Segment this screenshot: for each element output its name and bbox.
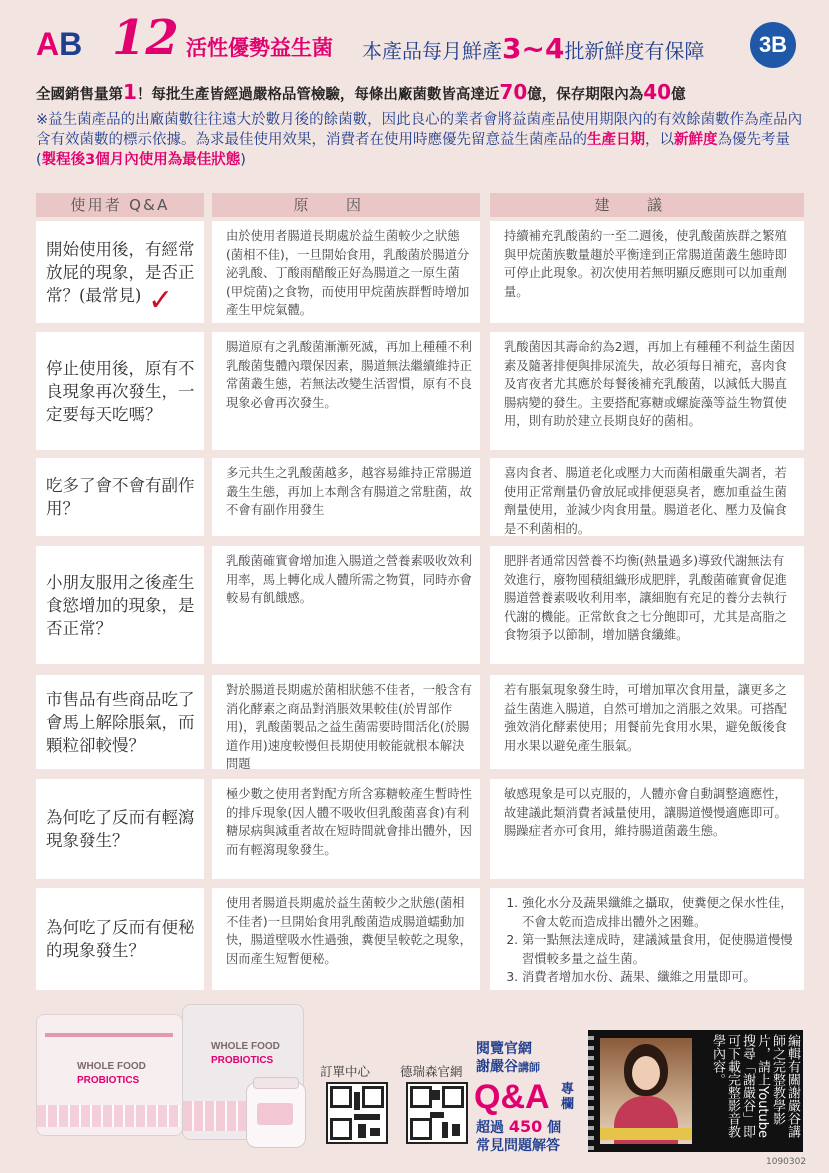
advice-2: 乳酸菌因其壽命約為2週，再加上有種種不利益生菌因素及隨著排便與排尿流失，故必須每日補充，喜肉食及宵夜者尤其應於每餐後補充乳酸菌，以減低大腸直腸病變的發生。主要搭配寡糖或螺旋藻等益生物質使用，則有助於建立長期良好的菌相。 <box>490 332 804 450</box>
reason-2: 腸道原有之乳酸菌漸漸死滅，再加上種種不利乳酸菌隻體內環保因素，腸道無法繼續維持正常菌叢生態，若無法改變生活習慣，原有不良現象必會再次發生。 <box>212 332 480 450</box>
product-brand-label: PROBIOTICS <box>77 1075 140 1086</box>
page-badge: 3B <box>750 22 796 68</box>
order-center-label: 訂單中心 <box>320 1064 371 1079</box>
reason-6: 極少數之使用者對配方所含寡糖較產生暫時性的排斥現象(因人體不吸收但乳酸菌喜食)有利糖尿病與減重者故在短時間就會排出體外，因而有輕瀉現象發生。 <box>212 779 480 879</box>
header-subtitle: 本產品每月鮮產3~4批新鮮度有保障 <box>362 32 705 65</box>
question-2: 停止使用後，原有不良現象再次發生，一定要每天吃嗎？ <box>36 332 204 450</box>
official-site-qr-code[interactable] <box>406 1082 468 1144</box>
question-6: 為何吃了反而有輕瀉現象發生？ <box>36 779 204 879</box>
product-jar <box>246 1082 306 1148</box>
question-4: 小朋友服用之後產生食慾增加的現象，是否正常？ <box>36 546 204 664</box>
advice-6: 敏感現象是可以克服的，人體亦會自動調整適應性，故建議此類消費者減量使用，讓腸道慢慢適應即可。腸躁症者亦可食用，維持腸道菌叢生態。 <box>490 779 804 879</box>
table-header-qa: 使用者 Q&A <box>36 193 204 217</box>
official-site-label: 德瑞森官網 <box>400 1064 463 1079</box>
table-header-reason: 原因 <box>212 193 480 217</box>
qa-column-label: 專欄 <box>561 1082 575 1112</box>
qa-count: 超過 450 個 常見問題解答 <box>476 1117 562 1154</box>
advice-7-item: 3. 消費者增加水份、蔬果、纖維之用量即可。 <box>522 968 796 987</box>
question-7: 為何吃了反而有便秘的現象發生？ <box>36 888 204 990</box>
reason-1: 由於使用者腸道長期處於益生菌較少之狀態(菌相不佳)，一旦開始食用，乳酸菌於腸道分泌乳酸、丁酸雨醋酸正好為腸道之一原生菌(甲烷菌)之食物，而使用甲烷菌族群暫時增加產生甲烷氣體。 <box>212 221 480 323</box>
document-code: 1090302 <box>766 1157 807 1167</box>
qa-title: Q&A <box>474 1078 550 1116</box>
reason-4: 乳酸菌確實會增加進入腸道之營養素吸收效利用率，馬上轉化成人體所需之物質，同時亦會較易有飢餓感。 <box>212 546 480 664</box>
advice-7-item: 2. 第一點無法達成時，建議減量食用，促使腸道慢慢習慣較多量之益生菌。 <box>522 931 796 968</box>
video-description: 編輯有關謝嚴谷講師之完整教學影片，請上Youtube搜尋「謝嚴谷」即可下載完整影音教學內容。 <box>710 1034 800 1138</box>
table-header-advice: 建議 <box>490 193 804 217</box>
product-brand-label: PROBIOTICS <box>211 1055 274 1066</box>
advice-7 <box>490 888 804 990</box>
page-header <box>36 10 806 68</box>
video-caption-bar <box>600 1128 692 1140</box>
reason-5: 對於腸道長期處於菌相狀態不佳者，一般含有消化酵素之商品對消脹效果較佳(於胃部作用)，乳酸菌製品之益生菌需要時間活化(於腸道作用)速度較慢但長期使用較能就根本解決問題 <box>212 675 480 769</box>
product-brand-label: WHOLE FOOD <box>77 1061 146 1072</box>
question-5: 市售品有些商品吃了會馬上解除脹氣，而顆粒卻較慢？ <box>36 675 204 769</box>
advice-3: 喜肉食者、腸道老化或壓力大而菌相嚴重失調者，若使用正常劑量仍會放屁或排便惡臭者，應加重益生菌劑量使用，並減少肉食用量。腸道老化、壓力及偏食是不利菌相的。 <box>490 458 804 536</box>
sales-statement: 全國銷售量第1！每批生產皆經過嚴格品管檢驗，每條出廠菌數皆高達近70億，保存期限內為40億 <box>36 80 686 104</box>
advice-7-item: 1. 強化水分及蔬果纖維之攝取，使糞便之保水性佳，不會太乾而造成排出體外之困難。 <box>522 894 796 931</box>
product-pouch-pink <box>36 1014 183 1136</box>
header-title: 活性優勢益生菌 <box>186 36 333 60</box>
check-mark-icon: ✓ <box>148 283 174 318</box>
qa-column-heading: 閱覽官網 謝嚴谷講師 <box>476 1041 540 1075</box>
order-qr-code[interactable] <box>326 1082 388 1144</box>
reason-7: 使用者腸道長期處於益生菌較少之狀態(菌相不佳者)一旦開始食用乳酸菌造成腸道蠕動加快，腸道壁吸水性過強，糞便呈較乾之現象，因而產生短暫便秘。 <box>212 888 480 990</box>
reason-3: 多元共生之乳酸菌越多，越容易維持正常腸道叢生生態，再加上本劑含有腸道之常駐菌，故不會有副作用發生 <box>212 458 480 536</box>
advice-5: 若有脹氣現象發生時，可增加單次食用量，讓更多之益生菌進入腸道，自然可增加之消脹之效果。可搭配強效消化酵素使用；用餐前先食用水果，避免飯後食用水果以避免產生脹氣。 <box>490 675 804 769</box>
freshness-note: ※益生菌產品的出廠菌數往往遠大於數月後的餘菌數，因此良心的業者會將益菌產品使用期限內的有效餘菌數作為產品內含有效菌數的標示依據。為求最佳使用效果，消費者在使用時應優先留意益生菌產品的生產日期，以新鮮度為優先考量(製程後3個月內使用為最佳狀態) <box>36 112 803 168</box>
question-3: 吃多了會不會有副作用？ <box>36 458 204 536</box>
product-brand-label: WHOLE FOOD <box>211 1041 280 1052</box>
advice-4: 肥胖者通常因營養不均衡(熱量過多)導致代謝無法有效進行，廢物囤積組織形成肥胖，乳酸菌確實會促進腸道營養素吸收利用率，讓細胞有充足的養分去執行代謝的機能。正常飲食之七分飽即可，尤其是高脂之食物須予以節制，增加膳食纖維。 <box>490 546 804 664</box>
brand-12: 12 <box>112 10 179 66</box>
question-1: 開始使用後，有經常放屁的現象，是否正常？(最常見) <box>36 221 204 323</box>
brand-ab: AB <box>36 26 83 62</box>
advice-1: 持續補充乳酸菌約一至二週後，使乳酸菌族群之繁殖與甲烷菌族數量趨於平衡達到正常腸道菌叢生態時即可停止此現象。初次使用若無明顯反應則可以加重劑量。 <box>490 221 804 323</box>
